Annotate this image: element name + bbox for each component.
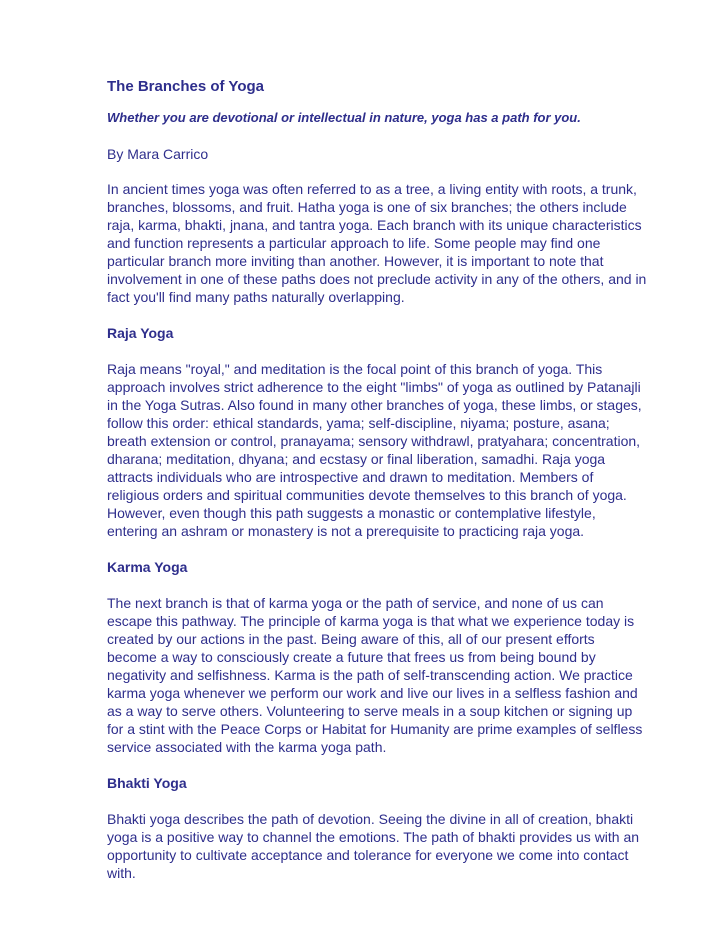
document-title: The Branches of Yoga (107, 78, 264, 95)
author-byline: By Mara Carrico (107, 146, 209, 162)
section-heading-bhakti-yoga: Bhakti Yoga (107, 775, 187, 791)
section-heading-raja-yoga: Raja Yoga (107, 325, 174, 341)
section-body-raja-yoga: Raja means "royal," and meditation is the focal point of this branch of yoga. This approach involves strict adherence to the eight "limbs" of yoga as outlined by Patanajli in the Yoga Sutras. Also found in many other branches of yoga, these limbs, or stages, follow this order: ethical standards, yama; self-discipline, niyama; posture, asana; breath extension or control, pranayama; sensory withdrawl, pratyahara; concentration, dharana; meditation, dhyana; and ecstasy or final liberation, samadhi. Raja yoga attracts individuals who are introspective and drawn to meditation. Members of religious orders and spiritual communities devote themselves to this branch of yoga. However, even though this path suggests a monastic or contemplative lifestyle, entering an ashram or monastery is not a prerequisite to practicing raja yoga. (107, 361, 642, 539)
intro-paragraph: In ancient times yoga was often referred to as a tree, a living entity with roots, a trunk, branches, blossoms, and fruit. Hatha yoga is one of six branches; the others include raja, karma, bhakti, jnana, and tantra yoga. Each branch with its unique characteristics and function represents a particular approach to life. Some people may find one particular branch more inviting than another. However, it is important to note that involvement in one of these paths does not preclude activity in any of the others, and in fact you'll find many paths naturally overlapping. (107, 181, 647, 305)
section-heading-karma-yoga: Karma Yoga (107, 559, 188, 575)
section-body-bhakti-yoga: Bhakti yoga describes the path of devotion. Seeing the divine in all of creation, bhakti yoga is a positive way to channel the emotions. The path of bhakti provides us with an opportunity to cultivate acceptance and tolerance for everyone we come into contact with. (107, 811, 640, 881)
document-page (107, 78, 647, 900)
section-body-karma-yoga: The next branch is that of karma yoga or the path of service, and none of us can escape this pathway. The principle of karma yoga is that what we experience today is created by our actions in the past. Being aware of this, all of our present efforts become a way to consciously create a future that frees us from being bound by negativity and selfishness. Karma is the path of self-transcending action. We practice karma yoga whenever we perform our work and live our lives in a selfless fashion and as a way to serve others. Volunteering to serve meals in a soup kitchen or signing up for a stint with the Peace Corps or Habitat for Humanity are prime examples of selfless service associated with the karma yoga path. (107, 595, 643, 755)
document-subtitle: Whether you are devotional or intellectual in nature, yoga has a path for you. (107, 110, 581, 125)
